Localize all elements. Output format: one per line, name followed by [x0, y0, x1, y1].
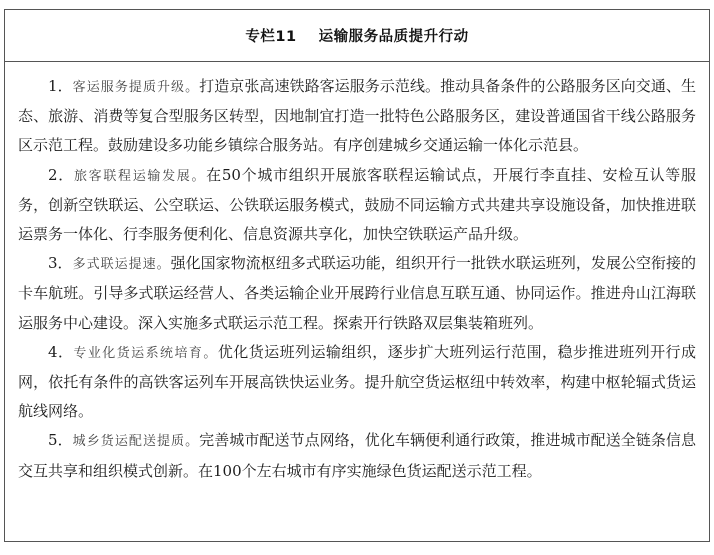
item-index: 1．: [48, 77, 73, 95]
item-text: 强化国家物流枢纽多式联运功能，组织开行一批铁水联运班列，发展公空衔接的卡车航班。引导多式联运经营人、各类运输企业开展跨行业信息互联互通、协同运作。推进舟山江海联运服务中心建设。深入实施多式联运示范工程。探索开行铁路双层集装箱班列。: [18, 254, 696, 332]
column-label: 专栏11: [245, 29, 297, 45]
item-lead: 旅客联程运输发展。: [73, 168, 207, 184]
list-item: [18, 72, 696, 161]
item-lead: 专业化货运系统培育。: [73, 345, 218, 361]
list-item: [18, 161, 696, 250]
item-index: 3．: [48, 254, 73, 273]
item-index: 5．: [48, 431, 73, 450]
column-body: [5, 62, 709, 486]
item-text: 打造京张高速铁路客运服务示范线。推动具备条件的公路服务区向交通、生态、旅游、消费等复合型服务区转型，因地制宜打造一批特色公路服务区，建设普通国省干线公路服务区示范工程。鼓励建设多功能乡镇综合服务站。有序创建城乡交通运输一体化示范县。: [18, 77, 696, 155]
item-lead: 城乡货运配送提质。: [72, 434, 200, 450]
column-header: [5, 10, 709, 62]
item-text: 优化货运班列运输组织，逐步扩大班列运行范围，稳步推进班列开行成网，依托有条件的高铁客运列车开展高铁快运业务。提升航空货运枢纽中转效率，构建中枢轮辐式货运航线网络。: [18, 342, 696, 421]
item-index: 4．: [48, 342, 74, 361]
item-lead: 多式联运提速。: [72, 257, 171, 273]
item-text: 在50个城市组织开展旅客联程运输试点，开展行李直挂、安检互认等服务，创新空铁联运、公空联运、公铁联运服务模式，鼓励不同运输方式共建共享设施设备，加快推进联运票务一体化、行李服务便利化、信息资源共享化，加快空铁联运产品升级。: [18, 165, 697, 244]
item-lead: 客运服务提质升级。: [72, 80, 200, 95]
column-title-text: 运输服务品质提升行动: [318, 29, 469, 45]
list-item: [18, 338, 696, 427]
item-index: 2．: [48, 165, 74, 184]
list-item: [18, 249, 696, 338]
column-title: [245, 25, 468, 46]
item-text: 完善城市配送节点网络，优化车辆便利通行政策，推进城市配送全链条信息交互共享和组织模式创新。在100个左右城市有序实施绿色货运配送示范工程。: [18, 431, 696, 480]
list-item: [18, 426, 696, 485]
column-box: [4, 9, 710, 542]
